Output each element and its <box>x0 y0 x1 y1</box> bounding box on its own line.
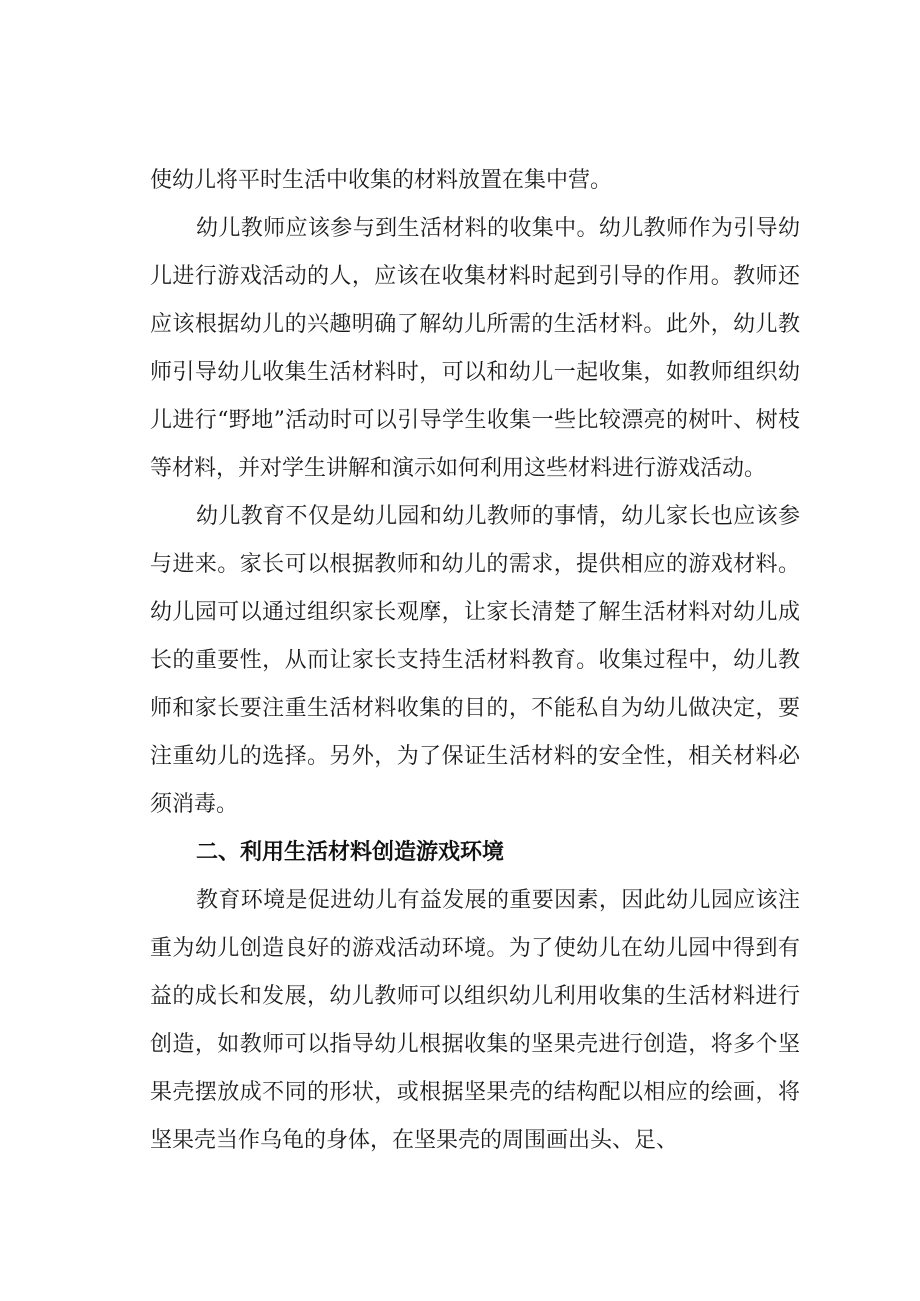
paragraph-continuation: 使幼儿将平时生活中收集的材料放置在集中营。 <box>150 168 613 193</box>
section-heading: 二、利用生活材料创造游戏环境 <box>196 840 505 865</box>
document-body <box>150 157 800 1165</box>
paragraph-parent-participation: 幼儿教育不仅是幼儿园和幼儿教师的事情，幼儿家长也应该参与进来。家长可以根据教师和幼儿的需求，提供相应的游戏材料。幼儿园可以通过组织家长观摩，让家长清楚了解生活材料对幼儿成长的重要性，从而让家长支持生活材料教育。收集过程中，幼儿教师和家长要注重生活材料收集的目的，不能私自为幼儿做决定，要注重幼儿的选择。另外，为了保证生活材料的安全性，相关材料必须消毒。 <box>150 504 800 817</box>
paragraph-teacher-collection: 幼儿教师应该参与到生活材料的收集中。幼儿教师作为引导幼儿进行游戏活动的人，应该在收集材料时起到引导的作用。教师还应该根据幼儿的兴趣明确了解幼儿所需的生活材料。此外，幼儿教师引导幼儿收集生活材料时，可以和幼儿一起收集，如教师组织幼儿进行“野地”活动时可以引导学生收集一些比较漂亮的树叶、树枝等材料，并对学生讲解和演示如何利用这些材料进行游戏活动。 <box>150 216 800 481</box>
paragraph-game-environment: 教育环境是促进幼儿有益发展的重要因素，因此幼儿园应该注重为幼儿创造良好的游戏活动环境。为了使幼儿在幼儿园中得到有益的成长和发展，幼儿教师可以组织幼儿利用收集的生活材料进行创造，如教师可以指导幼儿根据收集的坚果壳进行创造，将多个坚果壳摆放成不同的形状，或根据坚果壳的结构配以相应的绘画，将坚果壳当作乌龟的身体，在坚果壳的周围画出头、足、 <box>150 888 800 1153</box>
